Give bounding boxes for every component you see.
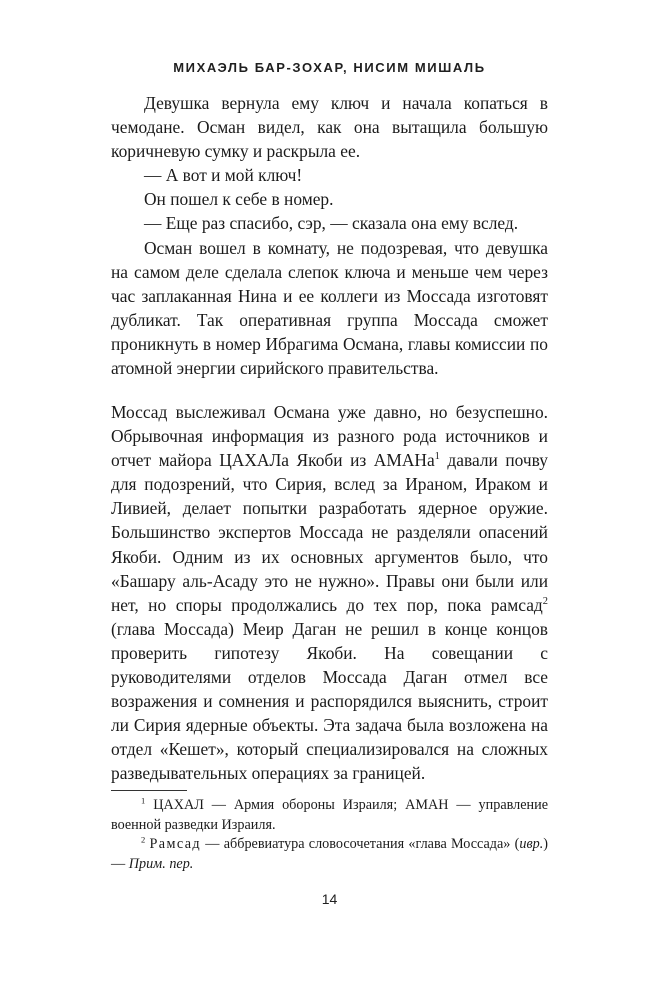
footnotes [111,796,548,874]
paragraph-6-part-c: (глава Моссада) Меир Даган не решил в конце концов проверить гипотезу Якоби. На совещании с руководителями отделов Моссада Даган отмел все возражения и сомнения и распорядился выяснить, строит ли Сирия ядерные объекты. Эта задача была возложена на отдел «Кешет», который специализировался на сложных разведывательных операциях за границей. [111,618,548,784]
footnote-2-term: Рамсад [149,836,202,853]
paragraph-2: — А вот и мой ключ! [144,165,303,186]
footnote-ref-2: 2 [542,595,548,607]
footnote-ref-1: 1 [434,451,440,463]
footnote-2-translator-note: Прим. пер. [128,855,194,872]
text-block-1 [111,91,548,380]
footnote-2-number: 2 [141,834,146,845]
footnote-divider [111,790,187,791]
footnote-1 [111,796,548,835]
paragraph-6-part-b: давали почву для подозрений, что Сирия, вслед за Ираном, Ираком и Ливией, делает попытки разработать ядерное оружие. Большинство экспертов Моссада не разделяли опасений Якоби. Одним из их основных аргументов было, что «Башару аль-Асаду это не нужно». Правы они были или нет, но споры продолжались до тех пор, пока рамсад [111,450,548,615]
running-head: МИХАЭЛЬ БАР-ЗОХАР, НИСИМ МИШАЛЬ [173,60,486,75]
footnote-1-text: ЦАХАЛ — Армия обороны Израиля; АМАН — управление военной разведки Израиля. [111,797,548,833]
paragraph-6 [111,400,548,786]
footnote-2-text-a: — аббревиатура словосочетания «глава Моссада» ( [201,836,520,853]
paragraph-4: — Еще раз спасибо, сэр, — сказала она ему вслед. [144,213,519,234]
footnote-2-language: ивр. [519,836,544,853]
paragraph-6-part-a: Моссад выслеживал Османа уже давно, но безуспешно. Обрывочная информация из разного рода источников и отчет майора ЦАХАЛа Якоби из АМАНа [111,402,548,471]
footnote-1-number: 1 [141,795,146,806]
paragraph-1: Девушка вернула ему ключ и начала копаться в чемодане. Осман видел, как она вытащила большую коричневую сумку и раскрыла ее. [111,93,548,162]
paragraph-5: Осман вошел в комнату, не подозревая, что девушка на самом деле сделала слепок ключа и меньше чем через час заплаканная Нина и ее коллеги из Моссада изготовят дубликат. Так оперативная группа Моссада сможет проникнуть в номер Ибрагима Османа, главы комиссии по атомной энергии сирийского правительства. [111,237,548,379]
paragraph-3: Он пошел к себе в номер. [144,189,334,210]
footnote-2-text-b: ) — [111,836,549,872]
text-block-2 [111,400,548,786]
page-number: 14 [321,891,338,907]
footnote-2 [111,835,548,874]
